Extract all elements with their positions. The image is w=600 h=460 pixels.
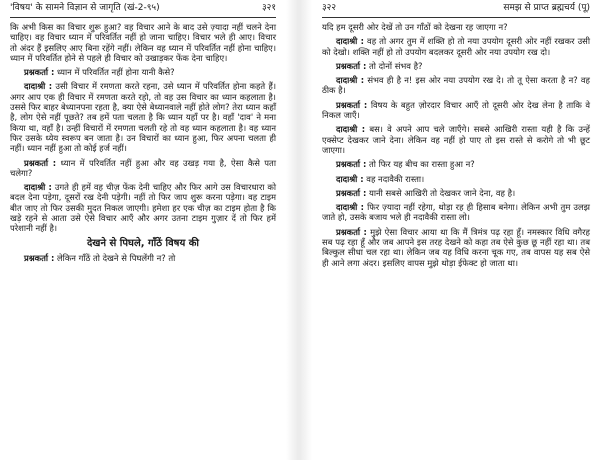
paragraph: कि अभी किस का विचार शुरू हुआ? वह विचार आने के बाद उसे ज़्यादा नहीं चलने देना चाहिए। वह विचार ध्यान में परिवर्तित नहीं हो जाना चाहिए। विचार भले ही आए। विचार तो अंदर हैं इसलिए आए बिना रहेंगे नहीं। लेकिन वह ध्यान में परिवर्तित नहीं होना चाहिए। ध्यान में परिवर्तित होने से पहले ही विचार को उखाड़कर फेंक देना चाहिए। [10, 22, 276, 63]
speaker-label: दादाश्री : [24, 81, 53, 92]
dialogue-line: दादाश्री : संभव ही है न! इस ओर नया उपयोग रख दे। तो तू ऐसा करता है न? वह ठीक है। [322, 75, 590, 96]
dialogue-line: प्रश्नकर्ता : तो दोनों संभव है? [336, 60, 423, 71]
dialogue-line: दादाश्री : उसी विचार में रमणता करते रहना, उसे ध्यान में परिवर्तित होना कहते हैं। अगर आप एक ही विचार में रमणता करते रहो, तो वह उस विचार का ध्यान कहलाता है। उससे फिर बाहर बेध्यानपना रहता है, क्या ऐसे बेध्यानवाले नहीं होते लोग? तेरा ध्यान कहाँ है, लोग ऐसे नहीं पूछते? तब हमें पता चलता है कि ध्यान यहाँ पर है। वहाँ 'दाव' ने मना किया था, वहाँ है। उन्हीं विचारों में रमणता चलती रहे तो वह ध्यान कहलाता है। वह ध्यान फिर उसके ध्येय स्वरूप बन जाता है। उन विचारों का ध्यान हुआ, फिर अपना चलता ही नहीं। ध्यान नहीं हुआ तो कोई हर्ज नहीं। [10, 81, 276, 154]
dialogue-line: दादाश्री : बस। वे अपने आप चले जाएँगे। सबसे आखिरी रास्ता यही है कि उन्हें एक्सेप्ट देखकर जाने देना। लेकिन वह नहीं हो पाए तो इस रास्ते से करोगे तो भी छूट जाएगा। [322, 124, 590, 155]
dialogue-line: दादाश्री : वह तो अगर तुम में शक्ति हो तो नया उपयोग दूसरी ओर नहीं रखकर उसी को देखो। शक्ति नहीं हो तो उपयोग बदलकर दूसरी ओर नया उपयोग रख दो। [322, 36, 590, 57]
right-header-rule [322, 17, 590, 18]
dialogue-line: प्रश्नकर्ता : यानी सबसे आखिरी तो देखकर जाने देना, वह है। [336, 187, 516, 198]
speaker-label: प्रश्नकर्ता : [24, 157, 57, 168]
left-page-number: ३२१ [261, 3, 276, 13]
dialogue-line: दादाश्री : फिर ज़्यादा नहीं रहेगा, थोड़ा रह ही हिसाब बनेगा। लेकिन अभी तुम उलझ जाते हो, उसके बजाय भले ही नदावैकी रास्ता लो। [322, 202, 590, 223]
speaker-label: प्रश्नकर्ता : [336, 187, 367, 198]
speaker-label: दादाश्री : [336, 173, 364, 184]
right-page-body [322, 22, 590, 272]
speaker-label: प्रश्नकर्ता : [24, 252, 55, 263]
speaker-label: दादाश्री : [24, 182, 52, 193]
right-page-header [322, 3, 590, 14]
paragraph: यदि हम दूसरी ओर देखें तो उन गाँठों को देखना रह जाएगा न? [322, 22, 508, 32]
speaker-label: दादाश्री : [336, 75, 365, 86]
dialogue-line: प्रश्नकर्ता : विषय के बहुत ज़ोरदार विचार आएँ तो दूसरी ओर देख लेना है ताकि वे निकल जाएँ। [322, 99, 590, 121]
right-page [312, 0, 600, 460]
speaker-label: प्रश्नकर्ता : [336, 99, 368, 110]
section-heading: देखने से पिघले, गाँठें विषय की [87, 237, 199, 249]
left-header-rule [10, 17, 276, 18]
speaker-label: दादाश्री : [336, 202, 364, 213]
left-page [0, 0, 286, 460]
left-header-title: 'विषय' के सामने विज्ञान से जागृति (खं-2-९५) [10, 3, 160, 13]
speaker-label: प्रश्नकर्ता : [336, 60, 367, 71]
dialogue-line: प्रश्नकर्ता : मुझे ऐसा विचार आया था कि मैं त्रिमंत्र पढ़ रहा हूँ। नमस्कार विधि वगैरह सब पढ़ रहा हूँ और जब आपने इस तरह देखने को कहा तब ऐसे कुछ छू नहीं रहा था। तब बिल्कुल सीधा चल रहा था। लेकिन जब यह विधि करना चूक गए, तब वापस यह सब ऐसे ही आने लगा अंदर। इसलिए वापस मुझे थोड़ा ईफेक्ट हो जाता था। [322, 226, 590, 268]
left-page-body [10, 22, 276, 267]
dialogue-line: प्रश्नकर्ता : तो फिर यह बीच का रास्ता हुआ न? [336, 159, 475, 170]
right-page-number: ३२२ [322, 3, 337, 13]
right-header-title: समझ से प्राप्त ब्रह्मचर्य (पू) [503, 3, 590, 13]
dialogue-line: दादाश्री : उगते ही हमें वह चीज़ फेंक देनी चाहिए और फिर आगे उस विचारधारा को बदल देना पड़ेगा, दूसरों रख देनी पड़ेगी। नहीं तो फिर जाप शुरू करना पड़ेगा। वह टाइम बीत जाए तो फिर उसकी मुदत निकल जाएगी। हमेशा हर एक चीज़ का टाइम होता है कि खड़े रहने से आता उसे ऐसे विचार आएँ और अगर उतना टाइम गुज़ार दें तो फिर हमें परेशानी नहीं है। [10, 182, 276, 234]
dialogue-line: प्रश्नकर्ता : ध्यान में परिवर्तित नहीं हुआ और वह उखड़ गया है, ऐसा कैसे पता चलेगा? [10, 157, 277, 178]
dialogue-line: प्रश्नकर्ता : ध्यान में परिवर्तित नहीं होना यानी कैसे? [24, 67, 175, 78]
dialogue-line: प्रश्नकर्ता : लेकिन गाँठें तो देखने से पिघलेंगी न? तो [24, 252, 176, 263]
speaker-label: दादाश्री : [336, 124, 366, 135]
speaker-label: प्रश्नकर्ता : [336, 226, 367, 237]
dialogue-line: दादाश्री : वह नदावैकी रास्ता। [336, 173, 425, 184]
book-gutter [286, 0, 312, 460]
speaker-label: प्रश्नकर्ता : [24, 67, 55, 78]
speaker-label: दादाश्री : [336, 36, 364, 47]
left-page-header [10, 3, 276, 14]
speaker-label: प्रश्नकर्ता : [336, 159, 367, 170]
